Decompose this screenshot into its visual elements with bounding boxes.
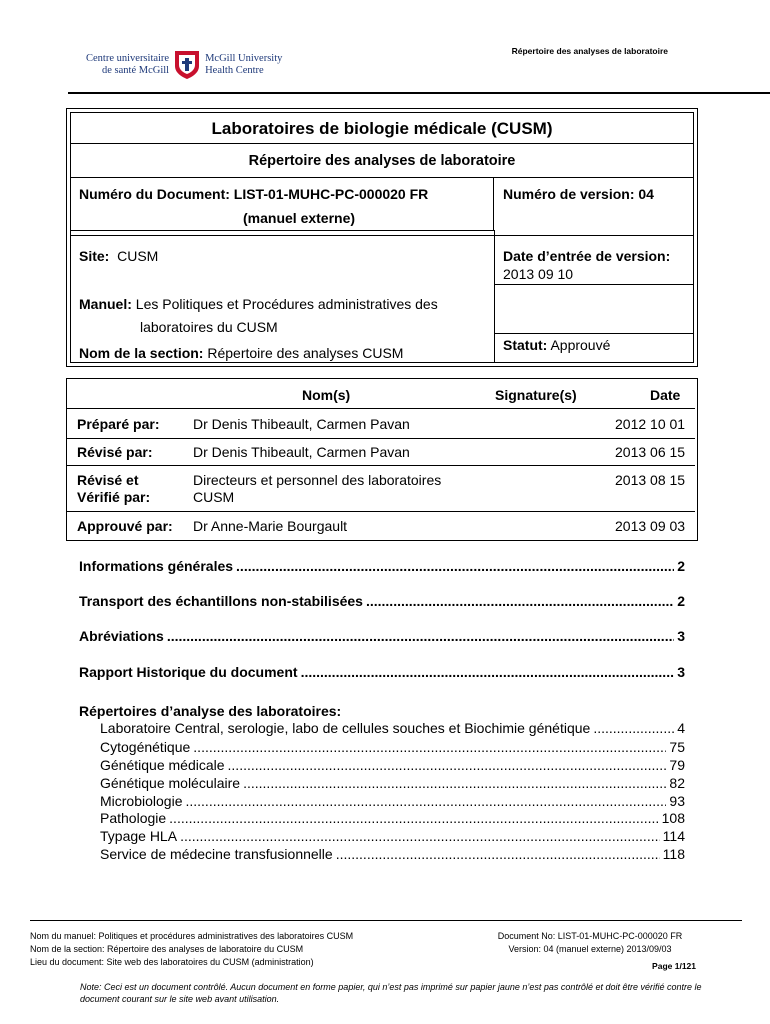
site-value: CUSM	[117, 248, 159, 264]
logo-french-name: Centre universitaire de santé McGill	[86, 53, 170, 76]
page-number: Page 1/121	[652, 961, 696, 971]
date-entry-label: Date d’entrée de version:	[503, 248, 671, 264]
table-header-row	[67, 379, 695, 409]
toc-subentry[interactable]: Cytogénétique ..... 75	[100, 739, 685, 755]
doc-number-note: (manuel externe)	[243, 210, 356, 226]
toc-subentry[interactable]: Pathologie ..... 108	[100, 810, 685, 826]
toc-entry[interactable]: Transport des échantillons non-stabilisées ..... 2	[79, 593, 685, 609]
table-row: Révisé par: Dr Denis Thibeault, Carmen Pavan 2013 06 15	[67, 439, 695, 466]
toc-entry[interactable]: Abréviations ..... 3	[79, 628, 685, 644]
footer-rule	[30, 920, 742, 921]
controlled-document-note: Note: Ceci est un document contrôlé. Aucun document en forme papier, qui n’est pas imprimé sur papier jaune n’est pas contrôlé et doit être vérifié contre le document courant sur le site web avant utilisation.	[80, 982, 702, 1004]
signature-table	[66, 378, 698, 541]
toc-entry[interactable]: Rapport Historique du document ..... 3	[79, 664, 685, 680]
footer-right	[480, 930, 700, 973]
manual-value: Les Politiques et Procédures administratives des	[135, 296, 438, 312]
toc-subentry[interactable]: Génétique moléculaire ..... 82	[100, 775, 685, 791]
version-number: Numéro de version: 04	[503, 186, 654, 202]
toc-subentry[interactable]: Génétique médicale ..... 79	[100, 757, 685, 773]
col-header-names: Nom(s)	[302, 387, 351, 403]
footer-doc-number: Document No: LIST-01-MUHC-PC-000020 FR	[497, 931, 683, 941]
section-value: Répertoire des analyses CUSM	[207, 345, 404, 361]
document-title: Laboratoires de biologie médicale (CUSM)	[71, 113, 693, 144]
logo-english-name: McGill University Health Centre	[205, 53, 283, 76]
table-row: Préparé par: Dr Denis Thibeault, Carmen Pavan 2012 10 01	[67, 409, 695, 439]
muhc-logo	[86, 50, 282, 80]
doc-number-cell	[71, 178, 494, 230]
manual-label: Manuel:	[79, 296, 132, 312]
manual-field: Manuel: Les Politiques et Procédures administratives des laboratoires du CUSM	[79, 296, 438, 335]
document-subtitle: Répertoire des analyses de laboratoire	[71, 144, 693, 178]
col-header-date: Date	[650, 387, 681, 403]
toc-entry[interactable]: Informations générales ..... 2	[79, 558, 685, 574]
footer-version: Version: 04 (manuel externe) 2013/09/03	[508, 944, 672, 954]
site-field	[79, 248, 158, 264]
site-label: Site:	[79, 248, 110, 264]
shield-icon	[174, 50, 200, 80]
status-label: Statut:	[503, 337, 548, 353]
table-row: Révisé et Vérifié par: Directeurs et personnel des laboratoires CUSM 2013 08 15	[67, 466, 695, 512]
toc-subentry[interactable]: Typage HLA ..... 114	[100, 828, 685, 844]
header-rule	[68, 92, 770, 94]
section-field	[79, 345, 403, 361]
doc-number: Numéro du Document: LIST-01-MUHC-PC-000020 FR	[79, 186, 429, 202]
toc-subentry[interactable]: Laboratoire Central, serologie, labo de cellules souches et Biochimie génétique ..... 4	[100, 720, 685, 736]
date-entry-field	[503, 248, 670, 282]
section-label: Nom de la section:	[79, 345, 204, 361]
table-of-contents	[79, 558, 685, 888]
running-header-title: Répertoire des analyses de laboratoire	[511, 46, 668, 56]
status-value: Approuvé	[550, 337, 611, 353]
document-info-box	[66, 108, 698, 367]
status-field	[503, 337, 610, 353]
toc-subentry[interactable]: Service de médecine transfusionnelle ..... 118	[100, 846, 685, 862]
footer-left: Nom du manuel: Politiques et procédures administratives des laboratoires CUSM Nom de la section: Répertoire des analyses de laboratoire du CUSM Lieu du document: Site web des laboratoires du CUSM (administration)	[30, 931, 354, 967]
toc-section-heading: Répertoires d’analyse des laboratoires:	[79, 703, 342, 719]
date-entry-value: 2013 09 10	[503, 266, 574, 282]
table-row: Approuvé par: Dr Anne-Marie Bourgault 2013 09 03	[77, 518, 686, 534]
col-header-signature: Signature(s)	[495, 387, 577, 403]
toc-subentry[interactable]: Microbiologie ..... 93	[100, 793, 685, 809]
